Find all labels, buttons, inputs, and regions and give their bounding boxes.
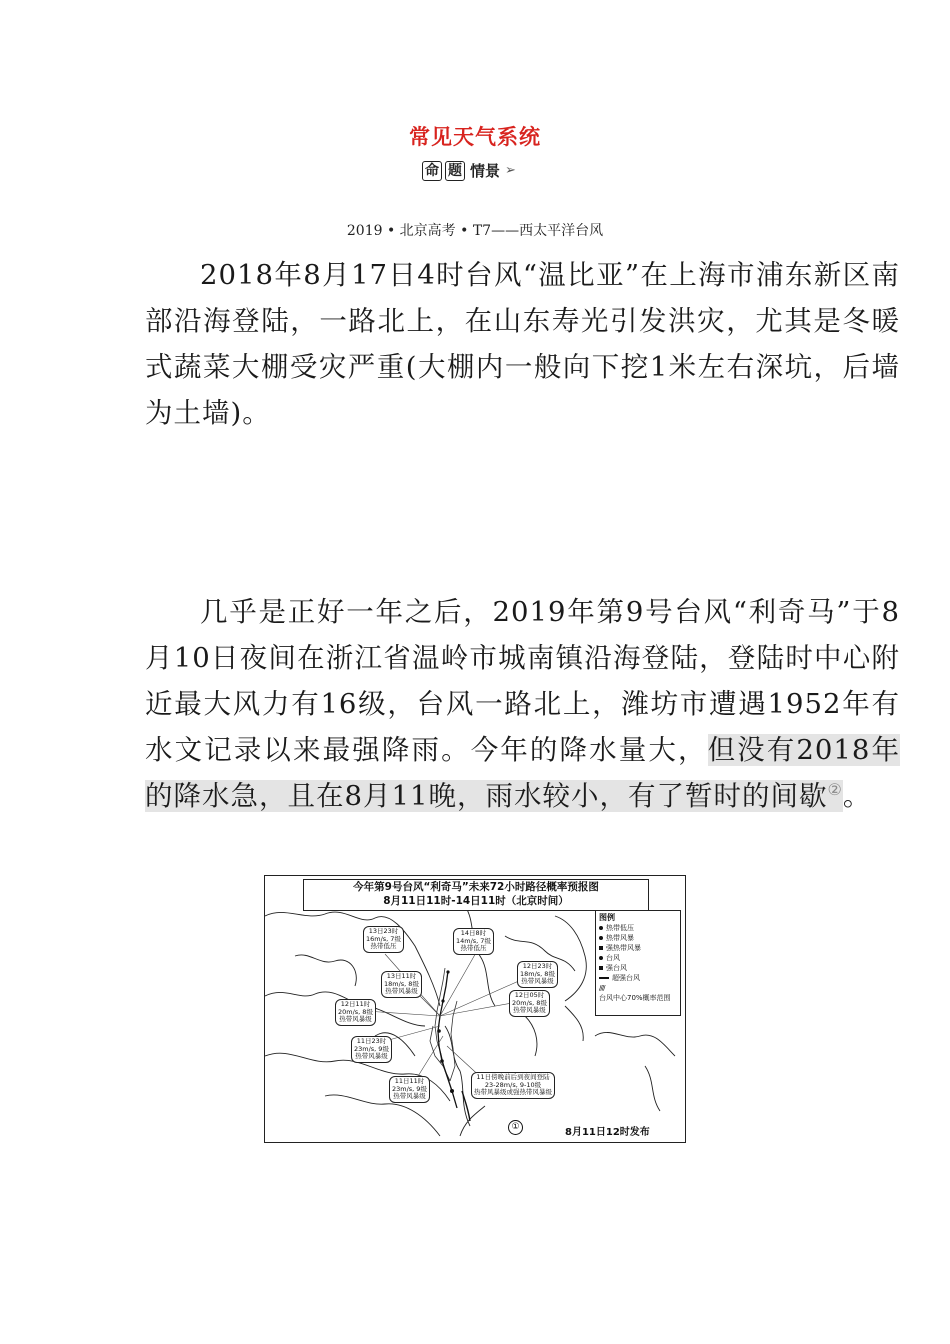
arrow-icon: ➢: [505, 163, 516, 178]
label-time: 13日23时: [368, 927, 399, 935]
label-level: 热带风暴级: [339, 1015, 372, 1023]
dot-icon: [599, 956, 603, 960]
forecast-label: [351, 1036, 392, 1063]
legend-item: [599, 963, 677, 973]
legend-label: 热带风暴: [606, 934, 634, 942]
square-icon: [599, 946, 603, 950]
dot-icon: [599, 936, 603, 940]
forecast-label: [509, 990, 550, 1017]
label-level: 热带风暴级: [393, 1092, 426, 1100]
forecast-label: [517, 961, 558, 988]
page-title: 常见天气系统: [409, 124, 541, 149]
legend-label: 强台风: [606, 964, 627, 972]
map-legend: [595, 910, 681, 1016]
label-speed: 14m/s, 7级: [456, 936, 491, 945]
label-level: 热带风暴级: [355, 1052, 388, 1060]
legend-item: [599, 993, 677, 1003]
legend-label: 热带低压: [606, 924, 634, 932]
badge-char-1: 命: [422, 161, 442, 181]
label-level: 热带风暴级: [513, 1006, 546, 1014]
legend-item: [599, 953, 677, 963]
figure-title: [303, 879, 649, 911]
legend-item: [599, 943, 677, 953]
hatch-icon: ////: [599, 984, 605, 992]
label-speed: 18m/s, 8级: [384, 979, 419, 988]
label-level: 热带风暴级: [521, 977, 554, 985]
label-speed: 18m/s, 8级: [520, 969, 555, 978]
label-level: 热带风暴级或强热带风暴级: [474, 1088, 552, 1096]
legend-item: [599, 983, 677, 993]
forecast-label: [389, 1076, 430, 1103]
forecast-label: [363, 926, 404, 953]
label-level: 热带风暴级: [385, 987, 418, 995]
paragraph-1: 2018年8月17日4时台风“温比亚”在上海市浦东新区南部沿海登陆，一路北上，在山东寿光引发洪灾，尤其是冬暖式蔬菜大棚受灾严重(大棚内一般向下挖1米左右深坑，后墙为土墙)。: [145, 259, 900, 429]
legend-heading: 图例: [599, 913, 615, 922]
label-speed: 16m/s, 7级: [366, 934, 401, 943]
forecast-label: [471, 1072, 555, 1099]
source-line: 2019 • 北京高考 • T7——西太平洋台风: [346, 223, 604, 239]
legend-label: 台风: [606, 954, 620, 962]
badge-char-2: 题: [445, 161, 465, 181]
label-speed: 23m/s, 9级: [392, 1084, 427, 1093]
forecast-label: [453, 928, 494, 955]
figure-marker: ①: [508, 1120, 523, 1135]
typhoon-track-map: [264, 875, 686, 1143]
legend-item: [599, 933, 677, 943]
label-speed: 20m/s, 8级: [512, 998, 547, 1007]
legend-label: 超强台风: [612, 974, 640, 982]
figure-title-line-2: 8月11日11时-14日11时（北京时间）: [383, 895, 569, 907]
badge-label: 情景: [470, 162, 501, 180]
paragraph-2: [145, 589, 900, 819]
dot-icon: [599, 926, 603, 930]
label-speed: 23m/s, 9级: [354, 1044, 389, 1053]
label-time: 12日05时: [514, 991, 545, 999]
label-time: 12日11时: [340, 1000, 371, 1008]
forecast-label: [381, 971, 422, 998]
legend-item: [599, 973, 677, 983]
scenario-badge: [422, 160, 516, 181]
forecast-label: [335, 999, 376, 1026]
label-time: 11日傍晚前后到夜间登陆: [476, 1073, 550, 1081]
figure-title-line-1: 今年第9号台风“利奇马”未来72小时路径概率预报图: [353, 881, 599, 893]
label-speed: 23-28m/s, 9-10级: [484, 1080, 542, 1089]
label-time: 13日11时: [386, 972, 417, 980]
line-icon: [599, 977, 609, 979]
label-level: 热带低压: [370, 942, 397, 950]
legend-label: 台风中心70%概率范围: [599, 994, 671, 1002]
label-time: 11日11时: [394, 1077, 425, 1085]
paragraph-2-end: 。: [842, 780, 872, 812]
square-icon: [599, 966, 603, 970]
legend-item: [599, 923, 677, 933]
label-level: 热带低压: [460, 944, 487, 952]
label-speed: 20m/s, 8级: [338, 1007, 373, 1016]
footnote-marker: ②: [827, 779, 843, 799]
legend-label: 强热带风暴: [606, 944, 641, 952]
label-time: 12日23时: [522, 962, 553, 970]
label-time: 14日8时: [460, 929, 487, 937]
publish-time: 8月11日12时发布: [565, 1127, 650, 1138]
label-time: 11日23时: [356, 1037, 387, 1045]
paragraph-2-text: 几乎是正好一年之后，2019年第9号台风“利奇马”于8月10日夜间在浙江省温岭市城南镇沿海登陆，登陆时中心附近最大风力有16级，台风一路北上，潍坊市遭遇1952年有水文记录以来最强降雨。今年的降水量大，: [145, 596, 900, 766]
highlight-content: 但没有2018年的降水急，且在8月11晚，雨水较小，有了暂时的间歇: [145, 734, 900, 812]
